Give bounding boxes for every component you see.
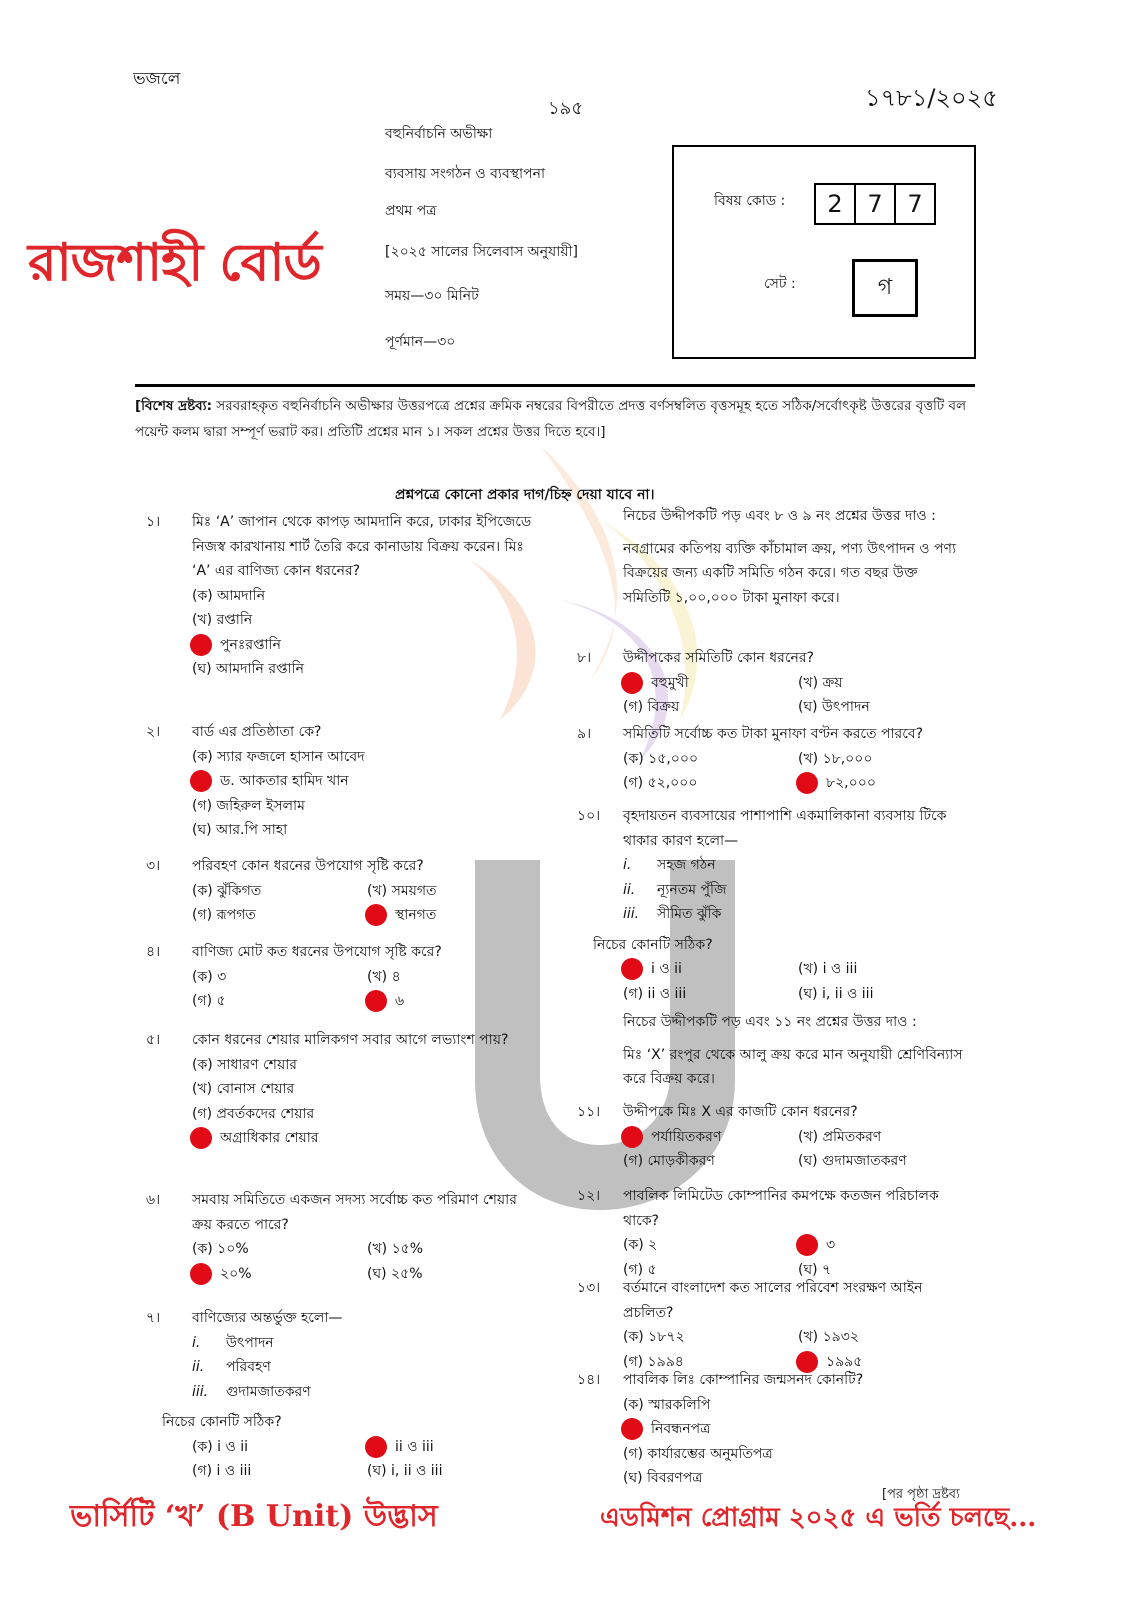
divider bbox=[135, 384, 975, 387]
question-11 bbox=[577, 1100, 968, 1174]
question-7 bbox=[146, 1306, 537, 1484]
roman-numeral: ii. bbox=[192, 1359, 205, 1375]
option: (ক) ৩ bbox=[192, 968, 227, 985]
option-correct bbox=[192, 633, 537, 658]
option-label: ৬ bbox=[395, 993, 405, 1009]
option: (খ) ১৮,০০০ bbox=[798, 750, 873, 767]
statement-text: সহজ গঠন bbox=[657, 857, 716, 873]
set-label: সেট : bbox=[764, 276, 796, 292]
question-number: ২। bbox=[146, 724, 161, 740]
question-text: পাবলিক লিঃ কোম্পানির জন্মসনদ কোনটি? bbox=[623, 1372, 864, 1388]
statement-text: গুদামজাতকরণ bbox=[226, 1383, 311, 1400]
answer-dot bbox=[190, 634, 212, 656]
answer-dot bbox=[365, 990, 387, 1012]
question-1 bbox=[146, 510, 537, 682]
option-label: ii ও iii bbox=[395, 1438, 434, 1455]
board-title: রাজশাহী বোর্ড bbox=[28, 232, 321, 293]
question-number: ১৩। bbox=[577, 1280, 601, 1296]
answer-dot bbox=[621, 1126, 643, 1148]
option-correct bbox=[623, 1125, 798, 1150]
exam-code: ১৭৮১/২০২৫ bbox=[865, 84, 998, 112]
option-correct bbox=[798, 771, 948, 796]
subject-code-box bbox=[672, 145, 976, 359]
option-label: স্থানগত bbox=[395, 907, 437, 923]
answer-dot bbox=[621, 958, 643, 980]
statement bbox=[192, 1355, 537, 1380]
option-label: নিবন্ধনপত্র bbox=[651, 1421, 711, 1437]
roman-numeral: ii. bbox=[623, 881, 636, 898]
code-digit: 2 bbox=[814, 183, 856, 225]
instructions-text: সরবরাহকৃত বহুনির্বাচনি অভীক্ষার উত্তরপত্রে প্রশ্নের ক্রমিক নম্বরের বিপরীতে প্রদত্ত বর্ণসম্বলিত বৃত্তসমূহ হতে সঠিক/সর্বোৎকৃষ্ট উত্তরের বৃত্তটি বল পয়েন্ট কলম দ্বারা সম্পূর্ণ ভরাট কর। প্রতিটি প্রশ্নের মান ১। সকল প্রশ্নের উত্তর দিতে হবে।] bbox=[135, 398, 967, 440]
statement-text: উৎপাদন bbox=[226, 1334, 274, 1351]
option: (ঘ) ৭ bbox=[798, 1261, 832, 1278]
set-value: গ bbox=[852, 259, 918, 317]
option: (গ) মোড়কীকরণ bbox=[623, 1153, 715, 1169]
option-correct bbox=[367, 1435, 517, 1460]
option-correct bbox=[192, 769, 537, 794]
option: (গ) প্রবর্তকদের শেয়ার bbox=[192, 1105, 315, 1122]
question-number: ৬। bbox=[146, 1192, 161, 1208]
instructions bbox=[135, 393, 975, 445]
option: (ক) ১৫,০০০ bbox=[623, 750, 699, 767]
option: (খ) ১৫% bbox=[367, 1241, 424, 1257]
option: (ঘ) উৎপাদন bbox=[798, 699, 870, 715]
option-correct bbox=[367, 903, 517, 928]
option: (ঘ) আর.পি সাহা bbox=[192, 822, 288, 838]
stimulus-intro: নিচের উদ্দীপকটি পড় এবং ৮ ও ৯ নং প্রশ্নের উত্তর দাও : bbox=[623, 508, 936, 524]
paper-name: প্রথম পত্র bbox=[385, 203, 437, 219]
question-12 bbox=[577, 1184, 968, 1282]
stimulus-2 bbox=[623, 1010, 968, 1092]
roman-numeral: iii. bbox=[623, 906, 640, 922]
option: (গ) ৫২,০০০ bbox=[623, 775, 698, 791]
question-number: ৪। bbox=[146, 944, 161, 960]
question-number: ৫। bbox=[146, 1032, 161, 1048]
option-correct bbox=[623, 957, 798, 982]
roman-numeral: iii. bbox=[192, 1383, 209, 1400]
option: (ক) ১০% bbox=[192, 1241, 249, 1257]
question-text: উদ্দীপকে মিঃ X এর কাজটি কোন ধরনের? bbox=[623, 1104, 858, 1120]
option-correct bbox=[192, 1262, 367, 1287]
question-text: কোন ধরনের শেয়ার মালিকগণ সবার আগে লভ্যাংশ পায়? bbox=[192, 1032, 509, 1048]
question-2 bbox=[146, 720, 537, 843]
question-text: বর্তমানে বাংলাদেশ কত সালের পরিবেশ সংরক্ষণ আইন প্রচলিত? bbox=[623, 1280, 923, 1321]
option-label: অগ্রাধিকার শেয়ার bbox=[220, 1130, 319, 1146]
question-5 bbox=[146, 1028, 537, 1151]
exam-type: বহুনির্বাচনি অভীক্ষা bbox=[385, 126, 493, 142]
option: (খ) প্রমিতকরণ bbox=[798, 1128, 882, 1145]
question-6 bbox=[146, 1188, 537, 1286]
answer-dot bbox=[190, 1263, 212, 1285]
question-3 bbox=[146, 854, 537, 928]
question-text: বাণিজ্যের অন্তর্ভুক্ত হলো— bbox=[192, 1310, 343, 1326]
stimulus-1 bbox=[623, 504, 968, 610]
answer-dot bbox=[190, 770, 212, 792]
serial-number: ১৯৫ bbox=[548, 98, 584, 119]
syllabus-note: [২০২৫ সালের সিলেবাস অনুযায়ী] bbox=[385, 244, 579, 260]
stimulus-text: মিঃ ‘X’ রংপুর থেকে আলু ক্রয় করে মান অনুযায়ী শ্রেণিবিন্যাস করে বিক্রয় করে। bbox=[623, 1046, 963, 1087]
statement-text: ন্যূনতম পুঁজি bbox=[657, 881, 727, 898]
statement bbox=[192, 1331, 537, 1356]
option: (ঘ) আমদানি রপ্তানি bbox=[192, 661, 304, 677]
question-number: ৮। bbox=[577, 650, 592, 666]
question-number: ১৪। bbox=[577, 1372, 601, 1388]
option: (খ) ১৯৩২ bbox=[798, 1329, 859, 1345]
option: (গ) বিক্রয় bbox=[623, 699, 680, 715]
option: (ঘ) বিবরণপত্র bbox=[623, 1470, 703, 1486]
option: (খ) বোনাস শেয়ার bbox=[192, 1081, 295, 1097]
statement bbox=[623, 853, 968, 878]
option: (গ) ৫ bbox=[192, 993, 226, 1009]
which-correct: নিচের কোনটি সঠিক? bbox=[162, 1414, 282, 1430]
option: (ঘ) i, ii ও iii bbox=[367, 1463, 443, 1479]
footer-left: ভার্সিটি ‘খ’ (B Unit) উদ্ভাস bbox=[70, 1499, 438, 1534]
question-14 bbox=[577, 1368, 968, 1491]
answer-dot bbox=[796, 772, 818, 794]
option: (ক) আমদানি bbox=[192, 587, 266, 604]
option: (ঘ) গুদামজাতকরণ bbox=[798, 1153, 907, 1169]
option-label: i ও ii bbox=[651, 961, 682, 977]
option: (ক) ঝুঁকিগত bbox=[192, 882, 262, 899]
question-number: ১০। bbox=[577, 808, 601, 824]
question-4 bbox=[146, 940, 537, 1014]
warning-text: প্রশ্নপত্রে কোনো প্রকার দাগ/চিহ্ন দেয়া যাবে না। bbox=[395, 487, 655, 503]
statement bbox=[623, 878, 968, 903]
option: (খ) সময়গত bbox=[367, 882, 437, 899]
question-text: সমিতিটি সর্বোচ্চ কত টাকা মুনাফা বণ্টন করতে পারবে? bbox=[623, 726, 924, 742]
option-correct bbox=[367, 989, 517, 1014]
option-label: পর্যায়িতকরণ bbox=[651, 1128, 722, 1145]
option: (গ) কার্যারম্ভের অনুমতিপত্র bbox=[623, 1445, 773, 1462]
question-13 bbox=[577, 1276, 968, 1374]
question-text: বাণিজ্য মোট কত ধরনের উপযোগ সৃষ্টি করে? bbox=[192, 944, 442, 960]
question-number: ১২। bbox=[577, 1188, 601, 1204]
option: (খ) ক্রয় bbox=[798, 674, 843, 691]
option-label: ড. আকতার হামিদ খান bbox=[220, 773, 349, 789]
subject-code-label: বিষয় কোড : bbox=[714, 193, 786, 209]
option-correct bbox=[798, 1233, 948, 1258]
question-8 bbox=[577, 646, 968, 720]
option: (খ) i ও iii bbox=[798, 961, 858, 977]
question-9 bbox=[577, 722, 968, 796]
roman-numeral: i. bbox=[192, 1334, 201, 1351]
option-correct bbox=[192, 1126, 537, 1151]
statement-text: পরিবহণ bbox=[226, 1359, 271, 1375]
option: (ক) i ও ii bbox=[192, 1438, 249, 1455]
option: (ক) সাধারণ শেয়ার bbox=[192, 1056, 297, 1073]
code-digit: 7 bbox=[854, 183, 896, 225]
answer-dot bbox=[365, 1436, 387, 1458]
option-label: ৮২,০০০ bbox=[826, 775, 876, 791]
option-label: পুনঃরপ্তানি bbox=[220, 636, 281, 653]
question-text: বৃহদায়তন ব্যবসায়ের পাশাপাশি একমালিকানা ব্যবসায় টিকে থাকার কারণ হলো— bbox=[623, 808, 947, 849]
option: (গ) জহিরুল ইসলাম bbox=[192, 797, 305, 814]
which-correct: নিচের কোনটি সঠিক? bbox=[593, 936, 713, 953]
option: (ঘ) ২৫% bbox=[367, 1265, 423, 1282]
option: (ক) স্যার ফজলে হাসান আবেদ bbox=[192, 748, 365, 765]
footer-right: এডমিশন প্রোগ্রাম ২০২৫ এ ভর্তি চলছে... bbox=[600, 1503, 1037, 1533]
exam-time: সময়—৩০ মিনিট bbox=[385, 288, 479, 304]
option: (খ) ৪ bbox=[367, 968, 401, 985]
answer-dot bbox=[796, 1234, 818, 1256]
answer-dot bbox=[621, 672, 643, 694]
answer-dot bbox=[621, 1418, 643, 1440]
code-digit: 7 bbox=[894, 183, 936, 225]
option-label: বহুমুখী bbox=[651, 674, 689, 691]
option: (ক) ২ bbox=[623, 1237, 658, 1253]
question-number: ১। bbox=[146, 514, 161, 530]
question-text: উদ্দীপকের সমিতিটি কোন ধরনের? bbox=[623, 650, 814, 666]
option: (ক) স্মারকলিপি bbox=[623, 1396, 711, 1413]
option: (ঘ) i, ii ও iii bbox=[798, 985, 874, 1002]
stimulus-intro: নিচের উদ্দীপকটি পড় এবং ১১ নং প্রশ্নের উত্তর দাও : bbox=[623, 1014, 917, 1030]
question-number: ৯। bbox=[577, 726, 592, 742]
option-correct bbox=[623, 1417, 968, 1442]
question-number: ১১। bbox=[577, 1104, 601, 1120]
statement bbox=[192, 1380, 537, 1405]
option: (গ) ৫ bbox=[623, 1261, 657, 1278]
option-label: ২০% bbox=[220, 1265, 252, 1282]
corner-text: ভজলে bbox=[133, 69, 181, 89]
question-text: মিঃ ‘A’ জাপান থেকে কাপড় আমদানি করে, ঢাকার ইপিজেডে নিজস্ব কারখানায় শার্ট তৈরি করে কানাডায় বিক্রয় করেন। মিঃ ‘A’ এর বাণিজ্য কোন ধরনের? bbox=[192, 514, 532, 579]
question-number: ৩। bbox=[146, 858, 161, 874]
question-text: পরিবহণ কোন ধরনের উপযোগ সৃষ্টি করে? bbox=[192, 858, 424, 874]
question-text: সমবায় সমিতিতে একজন সদস্য সর্বোচ্চ কত পরিমাণ শেয়ার ক্রয় করতে পারে? bbox=[192, 1192, 517, 1233]
option-correct bbox=[623, 671, 798, 696]
option: (গ) ১৯৯৪ bbox=[623, 1353, 684, 1370]
statement-text: সীমিত ঝুঁকি bbox=[657, 906, 722, 922]
question-number: ৭। bbox=[146, 1310, 161, 1326]
instructions-label: [বিশেষ দ্রষ্টব্য: bbox=[135, 398, 212, 414]
option-label: ১৯৯৫ bbox=[826, 1353, 863, 1370]
statement bbox=[623, 902, 968, 927]
option: (ক) ১৮৭২ bbox=[623, 1329, 685, 1345]
stimulus-text: নবগ্রামের কতিপয় ব্যক্তি কাঁচামাল ক্রয়, পণ্য উৎপাদন ও পণ্য বিক্রয়ের জন্য একটি সমিতি গঠন করে। গত বছর উক্ত সমিতিটি ১,০০,০০০ টাকা মুনাফা করে। bbox=[623, 540, 957, 606]
answer-dot bbox=[365, 904, 387, 926]
option: (গ) i ও iii bbox=[192, 1463, 252, 1479]
full-marks: পূর্ণমান—৩০ bbox=[385, 334, 456, 350]
option: (গ) রূপগত bbox=[192, 907, 256, 923]
question-10 bbox=[577, 804, 968, 1006]
option: (গ) ii ও iii bbox=[623, 985, 687, 1002]
continued-note: [পর পৃষ্ঠা দ্রষ্টব্য bbox=[882, 1487, 960, 1502]
roman-numeral: i. bbox=[623, 857, 632, 873]
answer-dot bbox=[190, 1127, 212, 1149]
option: (খ) রপ্তানি bbox=[192, 612, 253, 628]
question-text: পাবলিক লিমিটেড কোম্পানির কমপক্ষে কতজন পরিচালক থাকে? bbox=[623, 1188, 939, 1229]
subject-name: ব্যবসায় সংগঠন ও ব্যবস্থাপনা bbox=[385, 166, 546, 182]
question-text: বার্ড এর প্রতিষ্ঠাতা কে? bbox=[192, 724, 322, 740]
option-label: ৩ bbox=[826, 1237, 836, 1253]
